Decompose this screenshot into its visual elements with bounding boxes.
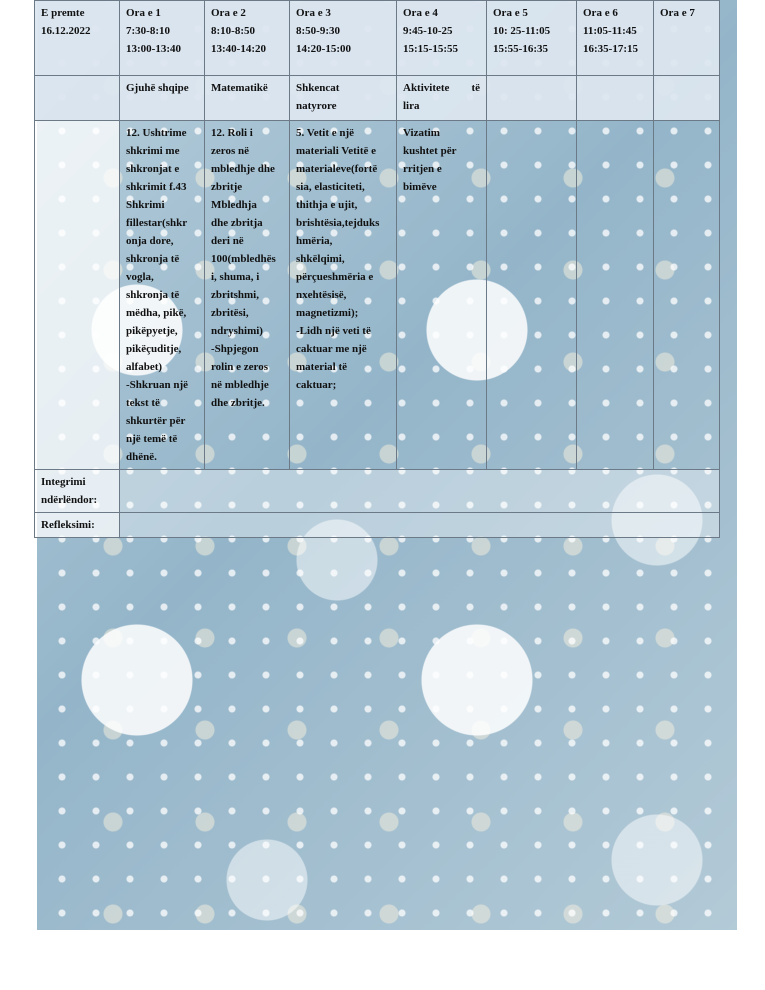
lesson-text-line: i, shuma, i bbox=[211, 271, 260, 283]
period-time: 14:20-15:00 bbox=[296, 43, 351, 55]
lesson-text-line: shkronja të bbox=[126, 253, 180, 265]
period-time: 15:15-15:55 bbox=[403, 43, 458, 55]
lesson-text bbox=[126, 124, 198, 466]
integration-row bbox=[35, 470, 720, 513]
lesson-text-line: mëdha, pikë, bbox=[126, 307, 187, 319]
period-label: Ora e 4 bbox=[403, 7, 438, 19]
subject-period-5 bbox=[487, 76, 577, 121]
content-row bbox=[35, 121, 720, 470]
content-period-2 bbox=[205, 121, 290, 470]
lesson-text-line: brishtësia,tejduks bbox=[296, 217, 380, 229]
lesson-text-line: shkrimi me bbox=[126, 145, 180, 157]
lesson-text-line: mbledhje dhe bbox=[211, 163, 275, 175]
subject-period-1 bbox=[120, 76, 205, 121]
lesson-text-line: 5. Vetit e një bbox=[296, 127, 355, 139]
subject-period-2 bbox=[205, 76, 290, 121]
subject-period-7 bbox=[654, 76, 720, 121]
reflection-label-text: Refleksimi: bbox=[41, 519, 95, 531]
day-date: 16.12.2022 bbox=[41, 25, 91, 37]
lesson-plan-table bbox=[34, 0, 720, 538]
period-5-header bbox=[487, 1, 577, 76]
lesson-text bbox=[296, 124, 390, 394]
lesson-text-line: pikëçuditje, bbox=[126, 343, 182, 355]
period-time: 9:45-10-25 bbox=[403, 25, 453, 37]
lesson-text-line: një temë të bbox=[126, 433, 178, 445]
period-6-header bbox=[577, 1, 654, 76]
period-4-header bbox=[397, 1, 487, 76]
lesson-text-line: dhënë. bbox=[126, 451, 157, 463]
period-label: Ora e 7 bbox=[660, 7, 695, 19]
period-label: Ora e 3 bbox=[296, 7, 331, 19]
period-time: 7:30-8:10 bbox=[126, 25, 170, 37]
content-period-7 bbox=[654, 121, 720, 470]
lesson-text-line: dhe zbritja bbox=[211, 217, 263, 229]
period-label: Ora e 5 bbox=[493, 7, 528, 19]
lesson-text-line: zbritshmi, bbox=[211, 289, 259, 301]
period-time: 10: 25-11:05 bbox=[493, 25, 551, 37]
subject-name: Gjuhë shqipe bbox=[126, 82, 189, 94]
lesson-text-line: ndryshimi) bbox=[211, 325, 263, 337]
lesson-text-line: bimëve bbox=[403, 181, 437, 193]
period-2-header bbox=[205, 1, 290, 76]
period-header-row bbox=[35, 1, 720, 76]
lesson-text-line: onja dore, bbox=[126, 235, 174, 247]
period-label: Ora e 2 bbox=[211, 7, 246, 19]
lesson-text bbox=[211, 124, 283, 412]
lesson-text-line: vogla, bbox=[126, 271, 154, 283]
period-label: Ora e 6 bbox=[583, 7, 618, 19]
subject-period-3 bbox=[290, 76, 397, 121]
lesson-text-line: deri në bbox=[211, 235, 244, 247]
period-time: 11:05-11:45 bbox=[583, 25, 637, 37]
reflection-label bbox=[35, 513, 120, 538]
content-period-1 bbox=[120, 121, 205, 470]
lesson-text-line: sia, elasticiteti, bbox=[296, 181, 365, 193]
lesson-text-line: rolin e zeros bbox=[211, 361, 269, 373]
lesson-text-line: 100(mbledhës bbox=[211, 253, 276, 265]
content-row-label bbox=[35, 121, 120, 470]
reflection-content bbox=[120, 513, 720, 538]
subject-row-label bbox=[35, 76, 120, 121]
subject-name: Matematikë bbox=[211, 82, 268, 94]
lesson-text bbox=[403, 124, 480, 196]
lesson-text-line: rritjen e bbox=[403, 163, 442, 175]
lesson-text-line: alfabet) bbox=[126, 361, 163, 373]
subject-name: Shkencat bbox=[296, 82, 340, 94]
day-cell bbox=[35, 1, 120, 76]
integration-label bbox=[35, 470, 120, 513]
lesson-text-line: në mbledhje bbox=[211, 379, 269, 391]
lesson-text-line: -Shpjegon bbox=[211, 343, 259, 355]
lesson-text-line: Vizatim bbox=[403, 127, 440, 139]
integration-label-text: Integrimi bbox=[41, 476, 86, 488]
period-7-header bbox=[654, 1, 720, 76]
lesson-text-line: shkrimit f.43 bbox=[126, 181, 187, 193]
lesson-text-line: shkëlqimi, bbox=[296, 253, 345, 265]
lesson-text-line: dhe zbritje. bbox=[211, 397, 265, 409]
lesson-text-line: zbritje bbox=[211, 181, 243, 193]
lesson-text-line: caktuar me një bbox=[296, 343, 367, 355]
integration-content bbox=[120, 470, 720, 513]
lesson-text-line: 12. Roli i bbox=[211, 127, 253, 139]
lesson-text-line: hmëria, bbox=[296, 235, 333, 247]
content-period-5 bbox=[487, 121, 577, 470]
lesson-text-line: -Shkruan një bbox=[126, 379, 189, 391]
content-period-4 bbox=[397, 121, 487, 470]
period-1-header bbox=[120, 1, 205, 76]
lesson-text-line: Shkrimi bbox=[126, 199, 165, 211]
lesson-text-line: shkronjat e bbox=[126, 163, 180, 175]
lesson-text-line: materialeve(fortë bbox=[296, 163, 378, 175]
content-period-6 bbox=[577, 121, 654, 470]
subject-row bbox=[35, 76, 720, 121]
lesson-text-line: zbritësi, bbox=[211, 307, 249, 319]
integration-label-text: ndërlëndor: bbox=[41, 494, 98, 506]
lesson-text-line: nxehtësisë, bbox=[296, 289, 347, 301]
content-period-3 bbox=[290, 121, 397, 470]
subject-period-6 bbox=[577, 76, 654, 121]
subject-name: natyrore bbox=[296, 100, 337, 112]
period-time: 13:00-13:40 bbox=[126, 43, 181, 55]
lesson-text-line: zeros në bbox=[211, 145, 249, 157]
subject-name: lira bbox=[403, 100, 420, 112]
lesson-text-line: -Lidh një veti të bbox=[296, 325, 371, 337]
lesson-text-line: kushtet për bbox=[403, 145, 457, 157]
subject-name: Aktivitete të bbox=[403, 82, 480, 94]
lesson-text-line: tekst të bbox=[126, 397, 160, 409]
period-time: 8:10-8:50 bbox=[211, 25, 255, 37]
period-label: Ora e 1 bbox=[126, 7, 161, 19]
lesson-text-line: 12. Ushtrime bbox=[126, 127, 187, 139]
lesson-text-line: material të bbox=[296, 361, 347, 373]
lesson-text-line: shkurtër për bbox=[126, 415, 186, 427]
period-3-header bbox=[290, 1, 397, 76]
period-time: 13:40-14:20 bbox=[211, 43, 266, 55]
lesson-text-line: përçueshmëria e bbox=[296, 271, 374, 283]
lesson-text-line: materiali Vetitë e bbox=[296, 145, 377, 157]
day-name: E premte bbox=[41, 7, 85, 19]
lesson-text-line: shkronja të bbox=[126, 289, 180, 301]
lesson-text-line: Mbledhja bbox=[211, 199, 257, 211]
period-time: 16:35-17:15 bbox=[583, 43, 638, 55]
lesson-text-line: pikëpyetje, bbox=[126, 325, 178, 337]
lesson-text-line: fillestar(shkr bbox=[126, 217, 188, 229]
period-time: 15:55-16:35 bbox=[493, 43, 548, 55]
subject-period-4 bbox=[397, 76, 487, 121]
lesson-text-line: caktuar; bbox=[296, 379, 337, 391]
reflection-row bbox=[35, 513, 720, 538]
lesson-text-line: magnetizmi); bbox=[296, 307, 359, 319]
lesson-text-line: thithja e ujit, bbox=[296, 199, 358, 211]
period-time: 8:50-9:30 bbox=[296, 25, 340, 37]
